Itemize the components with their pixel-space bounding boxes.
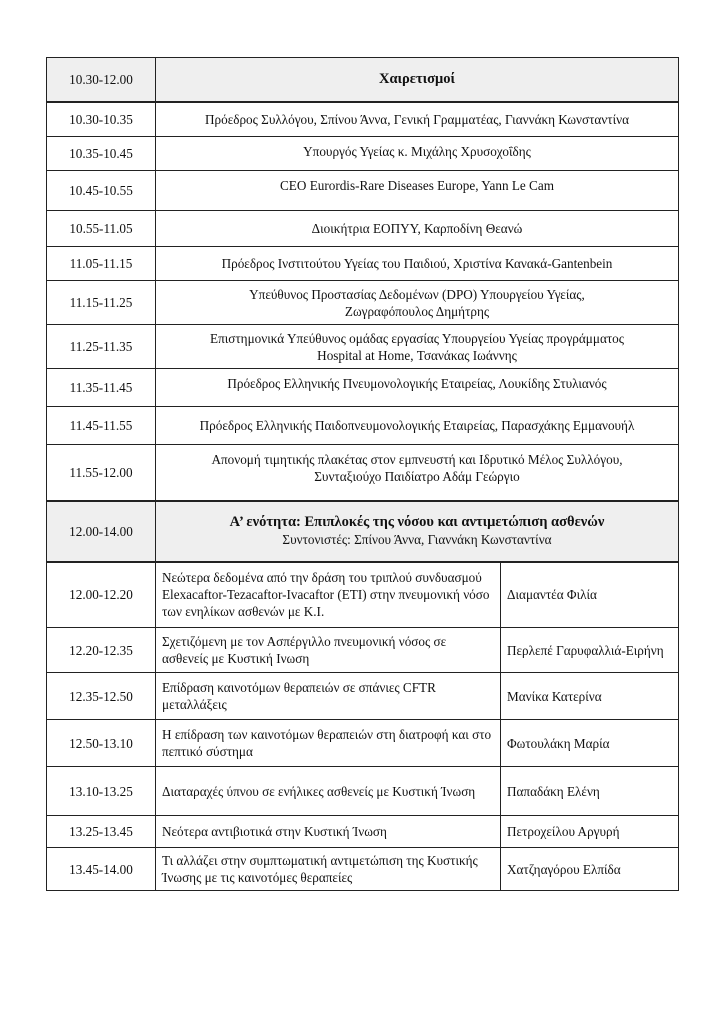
greeting-cell: Υπουργός Υγείας κ. Μιχάλης Χρυσοχοΐδης xyxy=(156,137,679,171)
greeting-cell: Πρόεδρος Ελληνικής Πνευμονολογικής Εταιρείας, Λουκίδης Στυλιανός xyxy=(156,369,679,407)
time-cell: 11.35-11.45 xyxy=(47,369,156,407)
greeting-line-1: Απονομή τιμητικής πλακέτας στον εμπνευστή και Ιδρυτικό Μέλος Συλλόγου, xyxy=(211,452,623,467)
table-row xyxy=(47,848,679,891)
section-a-header-row xyxy=(47,501,679,562)
talk-speaker: Πετροχείλου Αργυρή xyxy=(501,816,679,848)
talk-speaker: Χατζηαγόρου Ελπίδα xyxy=(501,848,679,891)
time-cell: 12.00-12.20 xyxy=(47,562,156,628)
greeting-cell xyxy=(156,325,679,369)
table-row xyxy=(47,562,679,628)
time-cell: 13.25-13.45 xyxy=(47,816,156,848)
moderators: Συντονιστές: Σπίνου Άννα, Γιαννάκη Κωνσταντίνα xyxy=(282,532,552,547)
greeting-line-2: Hospital at Home, Τσανάκας Ιωάννης xyxy=(317,347,517,363)
program-table xyxy=(46,57,679,891)
talk-topic: Η επίδραση των καινοτόμων θεραπειών στη διατροφή και στο πεπτικό σύστημα xyxy=(156,720,501,767)
talk-topic: Τι αλλάζει στην συμπτωματική αντιμετώπιση της Κυστικής Ίνωσης με τις καινοτόμες θεραπείες xyxy=(156,848,501,891)
table-row xyxy=(47,102,679,137)
table-row xyxy=(47,816,679,848)
table-row xyxy=(47,445,679,501)
section-title-cell xyxy=(156,501,679,562)
greeting-cell xyxy=(156,281,679,325)
greeting-cell: Πρόεδρος Ινστιτούτου Υγείας του Παιδιού, Χριστίνα Κανακά-Gantenbein xyxy=(156,247,679,281)
table-row xyxy=(47,325,679,369)
time-cell: 11.05-11.15 xyxy=(47,247,156,281)
time-cell: 11.25-11.35 xyxy=(47,325,156,369)
time-cell: 10.30-10.35 xyxy=(47,102,156,137)
greeting-line-2: Ζωγραφόπουλος Δημήτρης xyxy=(344,303,490,319)
greeting-cell: Πρόεδρος Ελληνικής Παιδοπνευμονολογικής Εταιρείας, Παρασχάκης Εμμανουήλ xyxy=(156,407,679,445)
talk-speaker: Διαμαντέα Φιλία xyxy=(501,562,679,628)
time-cell: 11.15-11.25 xyxy=(47,281,156,325)
greeting-cell xyxy=(156,445,679,501)
table-row xyxy=(47,673,679,720)
table-row xyxy=(47,628,679,673)
time-cell: 10.55-11.05 xyxy=(47,211,156,247)
talk-speaker: Μανίκα Κατερίνα xyxy=(501,673,679,720)
talk-topic: Σχετιζόμενη με τον Ασπέργιλλο πνευμονική νόσος σε ασθενείς με Κυστική Ινωση xyxy=(156,628,501,673)
table-row xyxy=(47,407,679,445)
table-row xyxy=(47,137,679,171)
table-row xyxy=(47,767,679,816)
time-cell: 11.45-11.55 xyxy=(47,407,156,445)
time-cell: 11.55-12.00 xyxy=(47,445,156,501)
talk-topic: Επίδραση καινοτόμων θεραπειών σε σπάνιες CFTR μεταλλάξεις xyxy=(156,673,501,720)
greeting-cell: Διοικήτρια ΕΟΠΥΥ, Καρποδίνη Θεανώ xyxy=(156,211,679,247)
table-row xyxy=(47,171,679,211)
talk-speaker: Περλεπέ Γαρυφαλλιά-Ειρήνη xyxy=(501,628,679,673)
greeting-cell: CEO Eurordis-Rare Diseases Europe, Yann Le Cam xyxy=(156,171,679,211)
greeting-cell: Πρόεδρος Συλλόγου, Σπίνου Άννα, Γενική Γραμματέας, Γιαννάκη Κωνσταντίνα xyxy=(156,102,679,137)
talk-speaker: Φωτουλάκη Μαρία xyxy=(501,720,679,767)
time-cell: 13.45-14.00 xyxy=(47,848,156,891)
time-cell: 12.00-14.00 xyxy=(47,501,156,562)
time-cell: 12.20-12.35 xyxy=(47,628,156,673)
section-title: Α’ ενότητα: Επιπλοκές της νόσου και αντιμετώπιση ασθενών xyxy=(229,514,605,530)
time-cell: 13.10-13.25 xyxy=(47,767,156,816)
table-row xyxy=(47,211,679,247)
greeting-line-2: Συνταξιούχο Παιδίατρο Αδάμ Γεώργιο xyxy=(314,469,520,484)
time-cell: 10.45-10.55 xyxy=(47,171,156,211)
table-row xyxy=(47,720,679,767)
talk-speaker: Παπαδάκη Ελένη xyxy=(501,767,679,816)
table-row xyxy=(47,369,679,407)
table-row xyxy=(47,281,679,325)
welcome-header-row xyxy=(47,58,679,102)
section-title: Χαιρετισμοί xyxy=(156,58,679,102)
table-row xyxy=(47,247,679,281)
time-cell: 10.35-10.45 xyxy=(47,137,156,171)
talk-topic: Νεώτερα δεδομένα από την δράση του τριπλού συνδυασμού Elexacaftor-Tezacaftor-Ivacaftor (ETI) στην πνευμονική νόσο των ενηλίκων ασθενών με Κ.Ι. xyxy=(156,562,501,628)
talk-topic: Διαταραχές ύπνου σε ενήλικες ασθενείς με Κυστική Ίνωση xyxy=(156,767,501,816)
greeting-line-1: Επιστημονικά Υπεύθυνος ομάδας εργασίας Υπουργείου Υγείας προγράμματος xyxy=(210,330,624,346)
time-cell: 10.30-12.00 xyxy=(47,58,156,102)
talk-topic: Νεότερα αντιβιοτικά στην Κυστική Ίνωση xyxy=(156,816,501,848)
time-cell: 12.35-12.50 xyxy=(47,673,156,720)
greeting-line-1: Υπεύθυνος Προστασίας Δεδομένων (DPO) Υπουργείου Υγείας, xyxy=(249,286,585,302)
time-cell: 12.50-13.10 xyxy=(47,720,156,767)
